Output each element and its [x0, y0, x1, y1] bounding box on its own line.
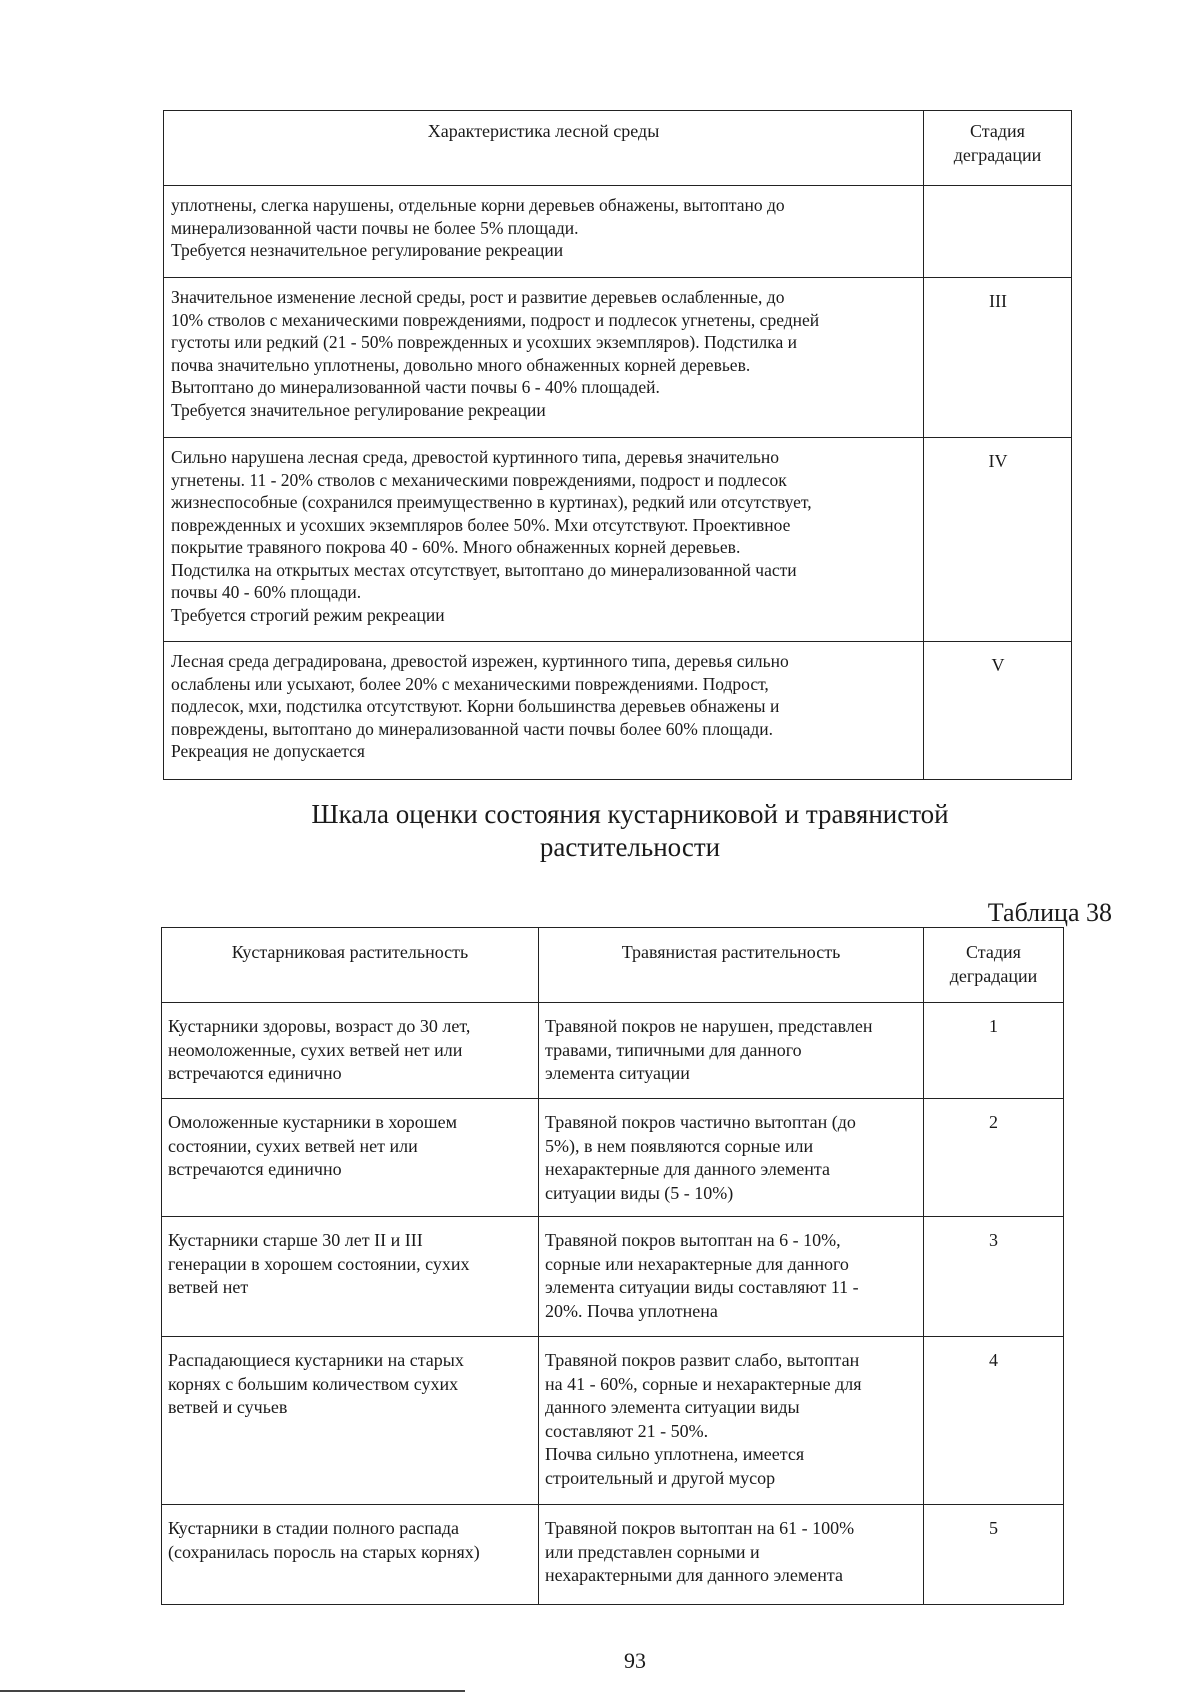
table-row — [162, 1505, 1064, 1605]
table-header-row — [164, 111, 1072, 186]
stage-cell: III — [924, 278, 1072, 438]
table-number-label: Таблица 38 — [987, 898, 1112, 927]
grass-cell: Травяной покров частично вытоптан (до 5%), в нем появляются сорные или нехарактерные для данного элемента ситуации виды (5 - 10%) — [539, 1099, 924, 1217]
table-row — [162, 1099, 1064, 1217]
forest-characteristic-cell: Лесная среда деградирована, древостой изрежен, куртинного типа, деревья сильно ослаблены или усыхают, более 20% с механическими повреждениями. Подрост, подлесок, мхи, подстилка отсутствуют. Корни большинства деревьев обнажены и повреждены, вытоптано до минерализованной части почвы более 60% площади. Рекреация не допускается — [164, 642, 924, 780]
shrub-cell: Кустарники старше 30 лет II и III генерации в хорошем состоянии, сухих ветвей нет — [162, 1217, 539, 1337]
header-grass-vegetation: Травянистая растительность — [539, 928, 924, 1003]
stage-cell: 5 — [924, 1505, 1064, 1605]
stage-cell: V — [924, 642, 1072, 780]
forest-characteristic-cell: Сильно нарушена лесная среда, древостой куртинного типа, деревья значительно угнетены. 11 - 20% стволов с механическими повреждениями, подрост и подлесок жизнеспособные (сохранился преимущественно в куртинах), редкий или отсутствует, поврежденных и усохших экземпляров более 50%. Мхи отсутствуют. Проективное покрытие травяного покрова 40 - 60%. Много обнаженных корней деревьев. Подстилка на открытых местах отсутствует, вытоптано до минерализованной части почвы 40 - 60% площади. Требуется строгий режим рекреации — [164, 438, 924, 642]
table-row — [164, 278, 1072, 438]
shrub-cell: Кустарники в стадии полного распада (сохранилась поросль на старых корнях) — [162, 1505, 539, 1605]
stage-cell: 2 — [924, 1099, 1064, 1217]
table-row — [164, 642, 1072, 780]
header-shrub-vegetation: Кустарниковая растительность — [162, 928, 539, 1003]
table-header-row — [162, 928, 1064, 1003]
table-row — [164, 186, 1072, 278]
header-forest-characteristics: Характеристика лесной среды — [164, 111, 924, 186]
shrub-cell: Распадающиеся кустарники на старых корнях с большим количеством сухих ветвей и сучьев — [162, 1337, 539, 1505]
table-row — [162, 1003, 1064, 1099]
grass-cell: Травяной покров не нарушен, представлен травами, типичными для данного элемента ситуации — [539, 1003, 924, 1099]
grass-cell: Травяной покров развит слабо, вытоптан на 41 - 60%, сорные и нехарактерные для данного элемента ситуации виды составляют 21 - 50%. Почва сильно уплотнена, имеется строительный и другой мусор — [539, 1337, 924, 1505]
stage-cell — [924, 186, 1072, 278]
page-number: 93 — [624, 1648, 646, 1673]
forest-characteristic-cell: уплотнены, слегка нарушены, отдельные корни деревьев обнажены, вытоптано до минерализованной части почвы не более 5% площади. Требуется незначительное регулирование рекреации — [164, 186, 924, 278]
scan-artifact-line — [0, 1690, 465, 1692]
stage-cell: 3 — [924, 1217, 1064, 1337]
header-degradation-stage: Стадия деградации — [924, 111, 1072, 186]
table-row — [162, 1217, 1064, 1337]
forest-characteristic-cell: Значительное изменение лесной среды, рост и развитие деревьев ослабленные, до 10% стволов с механическими повреждениями, подрост и подлесок угнетены, средней густоты или редкий (21 - 50% поврежденных и усохших экземпляров). Подстилка и почва значительно уплотнены, довольно много обнаженных корней деревьев. Вытоптано до минерализованной части почвы 6 - 40% площадей. Требуется значительное регулирование рекреации — [164, 278, 924, 438]
table-row — [162, 1337, 1064, 1505]
stage-cell: IV — [924, 438, 1072, 642]
shrub-cell: Кустарники здоровы, возраст до 30 лет, неомоложенные, сухих ветвей нет или встречаются единично — [162, 1003, 539, 1099]
stage-cell: 4 — [924, 1337, 1064, 1505]
header-degradation-stage: Стадия деградации — [924, 928, 1064, 1003]
shrub-cell: Омоложенные кустарники в хорошем состоянии, сухих ветвей нет или встречаются единично — [162, 1099, 539, 1217]
forest-degradation-table — [163, 110, 1072, 780]
grass-cell: Травяной покров вытоптан на 6 - 10%, сорные или нехарактерные для данного элемента ситуации виды составляют 11 - 20%. Почва уплотнена — [539, 1217, 924, 1337]
shrub-grass-degradation-table — [161, 927, 1064, 1605]
table-row — [164, 438, 1072, 642]
section-heading: Шкала оценки состояния кустарниковой и травянистой растительности — [311, 799, 949, 862]
grass-cell: Травяной покров вытоптан на 61 - 100% или представлен сорными и нехарактерными для данного элемента — [539, 1505, 924, 1605]
stage-cell: 1 — [924, 1003, 1064, 1099]
